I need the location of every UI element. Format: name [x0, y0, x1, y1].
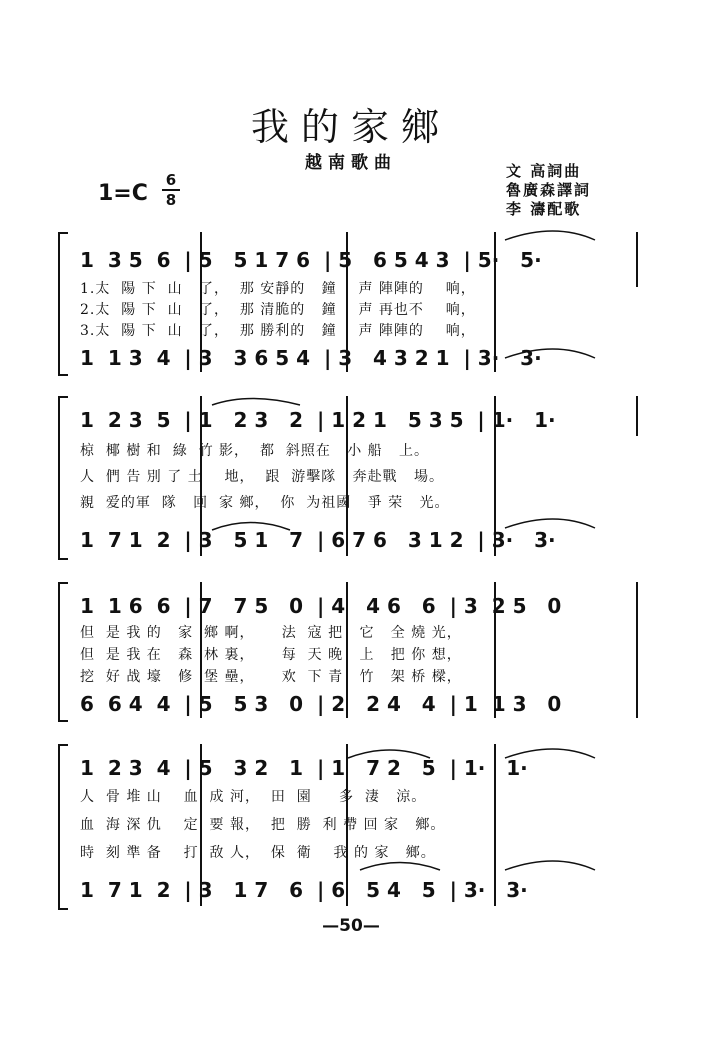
harmony-line: 1 7 1 2 | 3 5 1 7 | 6 7 6 3 1 2 | 3· 3·	[80, 528, 556, 552]
key-signature: 1=C	[98, 181, 148, 206]
lyric-line: 2.太 陽 下 山 了， 那 清脆的 鐘 声 再也不 响，	[80, 302, 476, 318]
harmony-line: 1 7 1 2 | 3 1 7 6 | 6 5 4 5 | 3· 3·	[80, 878, 528, 902]
harmony-line: 1 1 3 4 | 3 3 6 5 4 | 3 4 3 2 1 | 3· 3·	[80, 346, 542, 370]
page-number: —50—	[322, 916, 380, 936]
lyric-line: 1.太 陽 下 山 了， 那 安靜的 鐘 声 陣陣的 响，	[80, 281, 476, 297]
time-denominator: 8	[165, 191, 177, 209]
credit-line: 文 高詞曲	[506, 162, 582, 180]
lyric-line: 但 是 我 在 森 林 裏， 每 天 晚 上 把 你 想，	[80, 647, 462, 663]
song-title: 我的家鄉	[250, 105, 451, 149]
melody-line: 1 2 3 4 | 5 3 2 1 | 1 7 2 5 | 1· 1·	[80, 756, 528, 780]
lyric-line: 親 爱的軍 隊 回 家 鄉， 你 为祖國 爭 荣 光。	[80, 495, 450, 511]
credit-line: 魯廣森譯詞	[506, 181, 592, 199]
time-numerator: 6	[165, 171, 177, 189]
melody-line: 1 1 6 6 | 7 7 5 0 | 4 4 6 6 | 3 2 5 0	[80, 594, 562, 618]
lyric-line: 人 骨 堆 山 血 成 河， 田 園 多 淒 涼。	[80, 789, 427, 805]
lyric-line: 椋 椰 樹 和 綠 竹 影， 都 斜照在 小 船 上。	[80, 443, 430, 459]
lyric-line: 但 是 我 的 家 鄉 啊， 法 寇 把 它 全 燒 光，	[80, 625, 462, 641]
melody-line: 1 3 5 6 | 5 5 1 7 6 | 5 6 5 4 3 | 5· 5·	[80, 248, 542, 272]
lyric-line: 3.太 陽 下 山 了， 那 勝利的 鐘 声 陣陣的 响，	[80, 323, 476, 339]
harmony-line: 6 6 4 4 | 5 5 3 0 | 2 2 4 4 | 1 1 3 0	[80, 692, 562, 716]
melody-line: 1 2 3 5 | 1 2 3 2 | 1 2 1 5 3 5 | 1· 1·	[80, 408, 556, 432]
lyric-line: 人 們 告 別 了 土 地， 跟 游擊隊 奔赴戰 場。	[80, 469, 445, 485]
lyric-line: 血 海 深 仇 定 要 報， 把 勝 利 帶 回 家 鄉。	[80, 817, 446, 833]
lyric-line: 時 刻 準 备 打 敌 人， 保 衛 我 的 家 鄉。	[80, 845, 436, 861]
song-subtitle: 越南歌曲	[305, 153, 397, 173]
lyric-line: 挖 好 战 壕 修 堡 壘， 欢 下 青 竹 架 桥 樑，	[80, 669, 462, 685]
credit-line: 李 濤配歌	[506, 200, 582, 218]
